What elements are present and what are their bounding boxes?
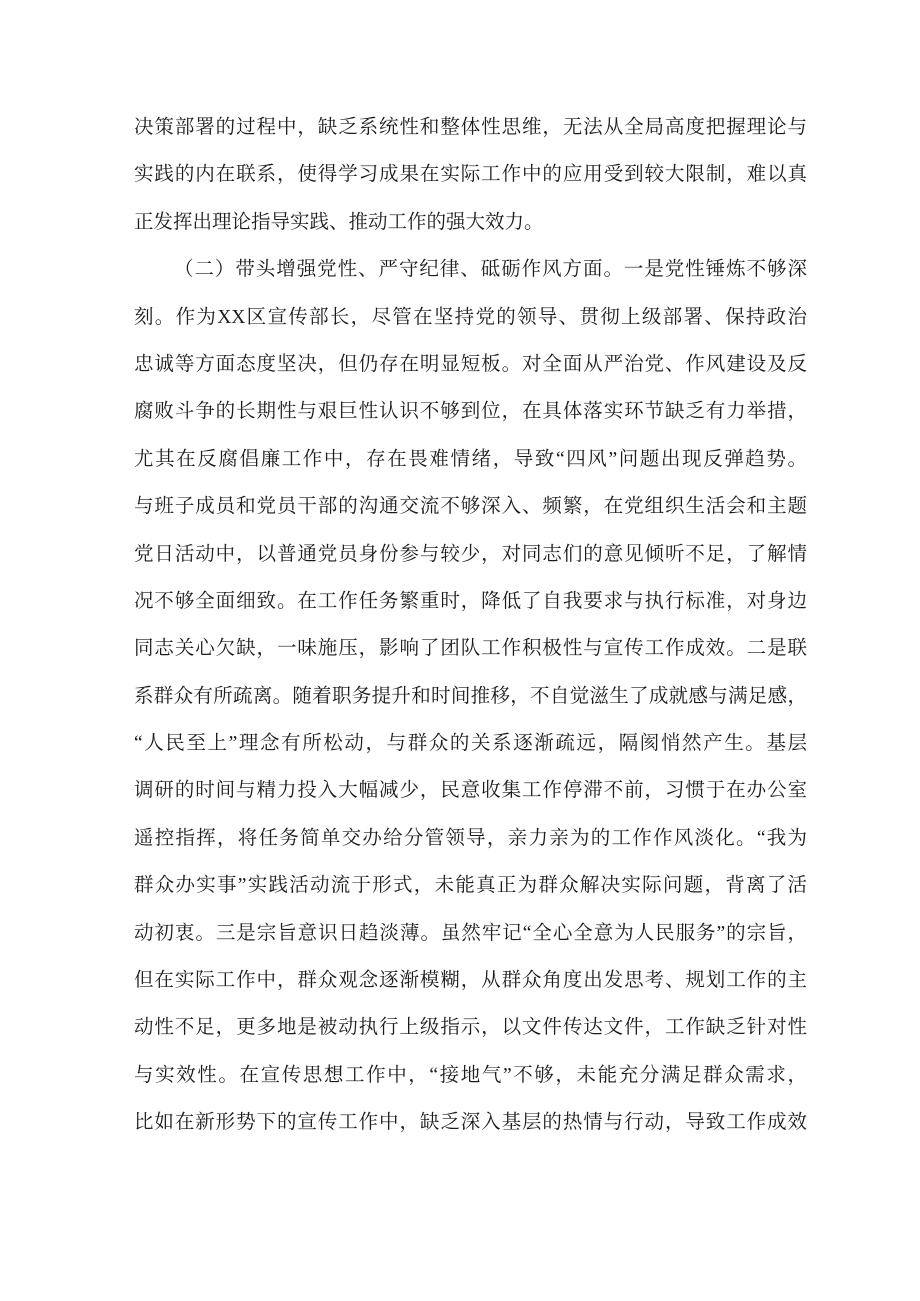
document-body [134, 104, 807, 1147]
text-line: 遥控指挥，将任务简单交办给分管领导，亲力亲为的工作作风淡化。“我为 [134, 827, 807, 849]
text-line: 党日活动中，以普通党员身份参与较少，对同志们的意见倾听不足，了解情 [134, 543, 807, 565]
text-line: （二）带头增强党性、严守纪律、砥砺作风方面。一是党性锤炼不够深 [174, 259, 807, 281]
text-line: 腐败斗争的长期性与艰巨性认识不够到位，在具体落实环节缺乏有力举措， [134, 401, 807, 423]
text-line: 群众办实事”实践活动流于形式，未能真正为群众解决实际问题，背离了活 [134, 875, 807, 897]
paragraph [134, 246, 807, 1146]
text-line: 况不够全面细致。在工作任务繁重时，降低了自我要求与执行标准，对身边 [134, 590, 807, 612]
text-line: 与实效性。在宣传思想工作中，“接地气”不够，未能充分满足群众需求， [134, 1064, 807, 1086]
text-line: 动初衷。三是宗旨意识日趋淡薄。虽然牢记“全心全意为人民服务”的宗旨， [134, 922, 807, 944]
text-line: 与班子成员和党员干部的沟通交流不够深入、频繁，在党组织生活会和主题 [134, 496, 807, 518]
text-line: 同志关心欠缺，一味施压，影响了团队工作积极性与宣传工作成效。二是联 [134, 638, 807, 660]
paragraph [134, 104, 807, 246]
text-line: 忠诚等方面态度坚决，但仍存在明显短板。对全面从严治党、作风建设及反 [134, 353, 807, 375]
text-line: 正发挥出理论指导实践、推动工作的强大效力。 [134, 211, 544, 233]
text-line: 决策部署的过程中，缺乏系统性和整体性思维，无法从全局高度把握理论与 [134, 117, 807, 138]
text-line: 比如在新形势下的宣传工作中，缺乏深入基层的热情与行动，导致工作成效 [134, 1112, 807, 1134]
text-line: 动性不足，更多地是被动执行上级指示，以文件传达文件，工作缺乏针对性 [134, 1017, 807, 1039]
text-line: “人民至上”理念有所松动，与群众的关系逐渐疏远，隔阂悄然产生。基层 [134, 733, 807, 755]
text-line: 尤其在反腐倡廉工作中，存在畏难情绪，导致“四风”问题出现反弹趋势。 [134, 448, 807, 470]
text-line: 系群众有所疏离。随着职务提升和时间推移，不自觉滋生了成就感与满足感， [134, 685, 807, 707]
text-line: 调研的时间与精力投入大幅减少，民意收集工作停滞不前，习惯于在办公室 [134, 780, 807, 802]
text-line: 实践的内在联系，使得学习成果在实际工作中的应用受到较大限制，难以真 [134, 164, 807, 186]
text-line: 但在实际工作中，群众观念逐渐模糊，从群众角度出发思考、规划工作的主 [134, 970, 807, 992]
text-line: 刻。作为XX区宣传部长，尽管在坚持党的领导、贯彻上级部署、保持政治 [134, 306, 807, 328]
